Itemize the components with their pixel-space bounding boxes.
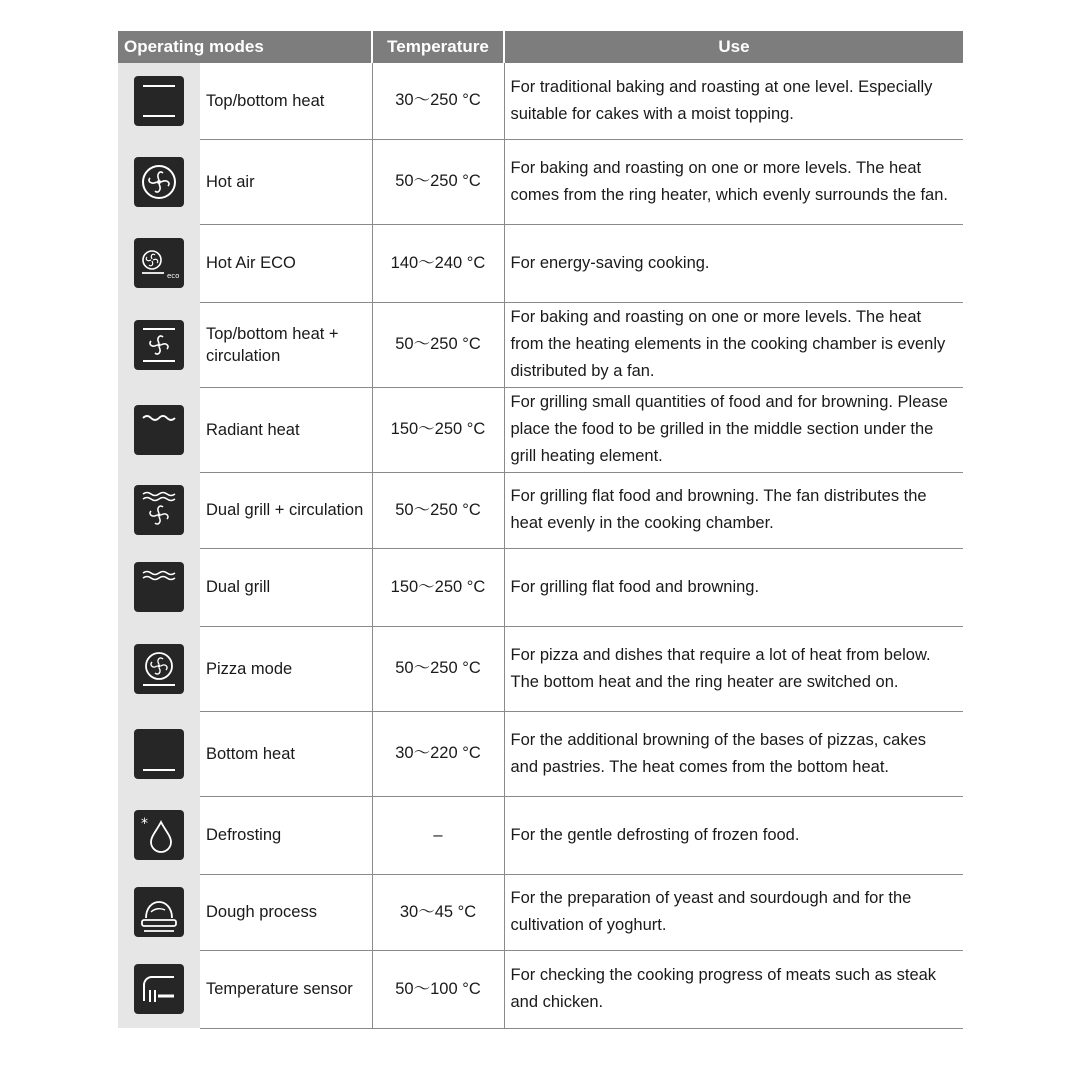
mode-use: For the gentle defrosting of frozen food. bbox=[504, 796, 963, 874]
svg-text:eco: eco bbox=[167, 272, 180, 280]
mode-use: For grilling flat food and browning. The fan distributes the heat evenly in the cooking chamber. bbox=[504, 472, 963, 548]
mode-temperature: 30～250 °C bbox=[372, 63, 504, 139]
table-row bbox=[118, 302, 963, 387]
table-row bbox=[118, 387, 963, 472]
dough-process-icon bbox=[134, 887, 184, 937]
hot-air-eco-icon bbox=[134, 238, 184, 288]
mode-name: Dual grill + circulation bbox=[200, 472, 372, 548]
top-bottom-heat-icon bbox=[134, 76, 184, 126]
dual-grill-circulation-icon bbox=[134, 485, 184, 535]
bottom-heat-icon bbox=[134, 729, 184, 779]
mode-use: For pizza and dishes that require a lot of heat from below. The bottom heat and the ring heater are switched on. bbox=[504, 626, 963, 711]
mode-name: Hot Air ECO bbox=[200, 224, 372, 302]
table-header-row bbox=[118, 31, 963, 63]
mode-use: For baking and roasting on one or more levels. The heat from the heating elements in the cooking chamber is evenly distributed by a fan. bbox=[504, 302, 963, 387]
table-row bbox=[118, 950, 963, 1028]
mode-name: Radiant heat bbox=[200, 387, 372, 472]
mode-temperature: 140～240 °C bbox=[372, 224, 504, 302]
temperature-sensor-icon bbox=[134, 964, 184, 1014]
header-use: Use bbox=[504, 31, 963, 63]
pizza-mode-icon bbox=[134, 644, 184, 694]
header-operating-modes: Operating modes bbox=[118, 31, 372, 63]
mode-temperature: 150～250 °C bbox=[372, 548, 504, 626]
table-row bbox=[118, 796, 963, 874]
mode-name: Top/bottom heat bbox=[200, 63, 372, 139]
mode-name: Dual grill bbox=[200, 548, 372, 626]
table-row bbox=[118, 626, 963, 711]
header-temperature: Temperature bbox=[372, 31, 504, 63]
mode-temperature: – bbox=[372, 796, 504, 874]
mode-name: Hot air bbox=[200, 139, 372, 224]
hot-air-fan-icon bbox=[134, 157, 184, 207]
mode-temperature: 50～250 °C bbox=[372, 626, 504, 711]
mode-temperature: 150～250 °C bbox=[372, 387, 504, 472]
dual-grill-icon bbox=[134, 562, 184, 612]
table-row bbox=[118, 711, 963, 796]
svg-text:*: * bbox=[141, 816, 148, 832]
mode-use: For energy-saving cooking. bbox=[504, 224, 963, 302]
mode-temperature: 50～100 °C bbox=[372, 950, 504, 1028]
mode-use: For checking the cooking progress of meats such as steak and chicken. bbox=[504, 950, 963, 1028]
table-row bbox=[118, 472, 963, 548]
mode-temperature: 30～45 °C bbox=[372, 874, 504, 950]
mode-use: For the additional browning of the bases of pizzas, cakes and pastries. The heat comes from the bottom heat. bbox=[504, 711, 963, 796]
mode-use: For baking and roasting on one or more levels. The heat comes from the ring heater, which evenly surrounds the fan. bbox=[504, 139, 963, 224]
mode-use: For traditional baking and roasting at one level. Especially suitable for cakes with a moist topping. bbox=[504, 63, 963, 139]
table-row bbox=[118, 548, 963, 626]
table-row bbox=[118, 224, 963, 302]
table-row bbox=[118, 874, 963, 950]
mode-use: For the preparation of yeast and sourdough and for the cultivation of yoghurt. bbox=[504, 874, 963, 950]
mode-use: For grilling flat food and browning. bbox=[504, 548, 963, 626]
radiant-heat-icon bbox=[134, 405, 184, 455]
mode-name: Temperature sensor bbox=[200, 950, 372, 1028]
mode-use: For grilling small quantities of food and for browning. Please place the food to be grilled in the middle section under the grill heating element. bbox=[504, 387, 963, 472]
mode-temperature: 30～220 °C bbox=[372, 711, 504, 796]
mode-temperature: 50～250 °C bbox=[372, 302, 504, 387]
top-bottom-circulation-icon bbox=[134, 320, 184, 370]
table-row bbox=[118, 139, 963, 224]
mode-name: Bottom heat bbox=[200, 711, 372, 796]
mode-temperature: 50～250 °C bbox=[372, 472, 504, 548]
mode-name: Top/bottom heat + circulation bbox=[200, 302, 372, 387]
mode-name: Dough process bbox=[200, 874, 372, 950]
operating-modes-table bbox=[118, 31, 963, 1029]
mode-name: Pizza mode bbox=[200, 626, 372, 711]
mode-temperature: 50～250 °C bbox=[372, 139, 504, 224]
defrosting-icon bbox=[134, 810, 184, 860]
table-row bbox=[118, 63, 963, 139]
mode-name: Defrosting bbox=[200, 796, 372, 874]
